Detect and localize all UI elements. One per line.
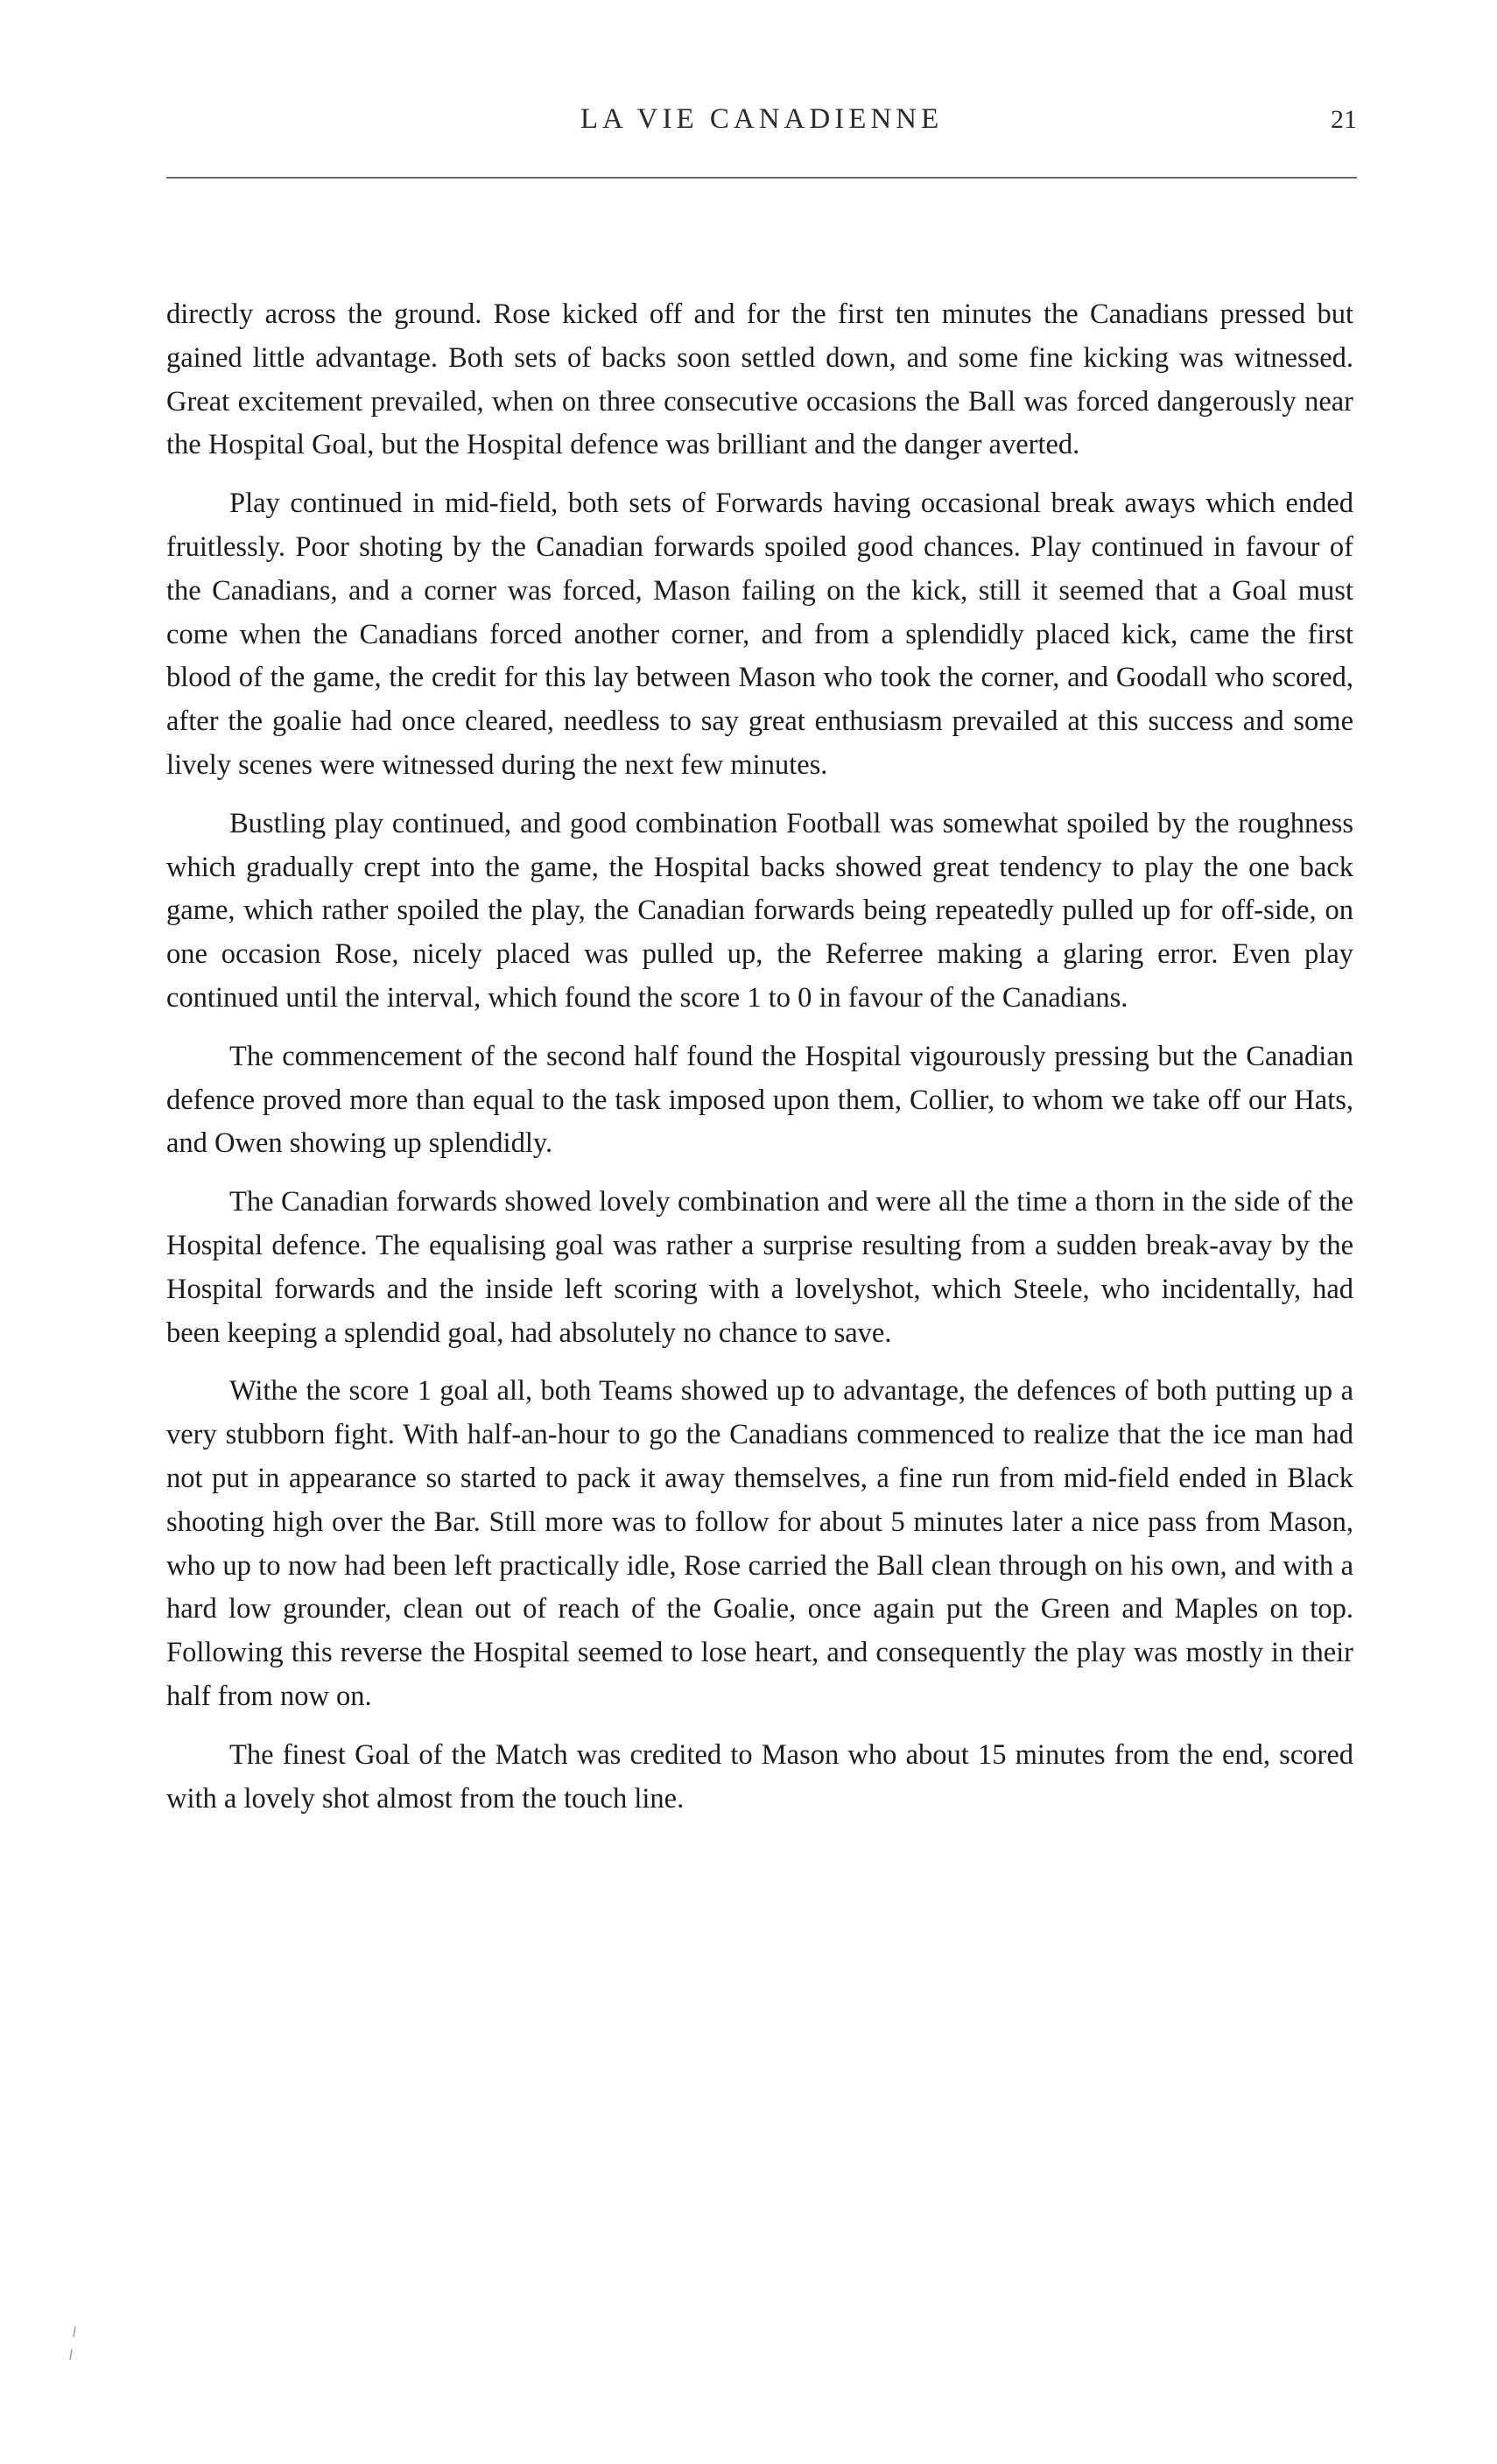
paragraph: Play continued in mid-field, both sets of Forwards having occasional break aways which ended fruitlessly. Poor shoting by the Canadian forwards spoiled good chances. Play continued in favour of the Canadians, and a corner was forced, Mason failing on the kick, still it seemed that a Goal must come when the Canadians forced another corner, and from a splendidly placed kick, came the first blood of the game, the credit for this lay between Mason who took the corner, and Goodall who scored, after the goalie had once cleared, needless to say great enthusiasm prevailed at this success and some lively scenes were witnessed during the next few minutes. (166, 488, 1353, 781)
page-number: 21 (1331, 105, 1357, 134)
paragraph: The finest Goal of the Match was credited to Mason who about 15 minutes from the end, scored with a lovely shot almost from the touch line. (166, 1738, 1353, 1815)
running-header (166, 103, 1357, 156)
paragraph: Withe the score 1 goal all, both Teams showed up to advantage, the defences of both putting up a very stubborn fight. With half-an-hour to go the Canadians commenced to realize that the ice man had not put in appearance so started to pack it away themselves, a fine run from mid-field ended in Black shooting high over the Bar. Still more was to follow for about 5 minutes later a nice pass from Mason, who up to now had been left practically idle, Rose carried the Ball clean through on his own, and with a hard low grounder, clean out of reach of the Goalie, once again put the Green and Maples on top. Following this reverse the Hospital seemed to lose heart, and consequently the play was mostly in their half from now on. (166, 1375, 1353, 1712)
paragraph: Bustling play continued, and good combination Football was somewhat spoiled by the roughness which gradually crept into the game, the Hospital backs showed great tendency to play the one back game, which rather spoiled the play, the Canadian forwards being repeatedly pulled up for off-side, on one occasion Rose, nicely placed was pulled up, the Referree making a glaring error. Even play continued until the interval, which found the score 1 to 0 in favour of the Canadians. (166, 807, 1353, 1014)
paragraph: The commencement of the second half found the Hospital vigourously pressing but the Canadian defence proved more than equal to the task imposed upon them, Collier, to whom we take off our Hats, and Owen showing up splendidly. (166, 1040, 1353, 1160)
paragraph: The Canadian forwards showed lovely combination and were all the time a thorn in the side of the Hospital defence. The equalising goal was rather a surprise resulting from a sudden break-avay by the Hospital forwards and the inside left scoring with a lovelyshot, which Steele, who incidentally, had been keeping a splendid goal, had absolutely no chance to save. (166, 1186, 1353, 1349)
print-specks (53, 2320, 88, 2390)
article-body (166, 293, 1353, 1836)
paragraph: directly across the ground. Rose kicked off and for the first ten minutes the Canadians pressed but gained little advantage. Both sets of backs soon settled down, and some fine kicking was witnessed. Great excitement prevailed, when on three consecutive occasions the Ball was forced dangerously near the Hospital Goal, but the Hospital defence was brilliant and the danger averted. (166, 298, 1353, 461)
running-title: LA VIE CANADIENNE (580, 103, 944, 135)
header-rule (166, 177, 1357, 179)
